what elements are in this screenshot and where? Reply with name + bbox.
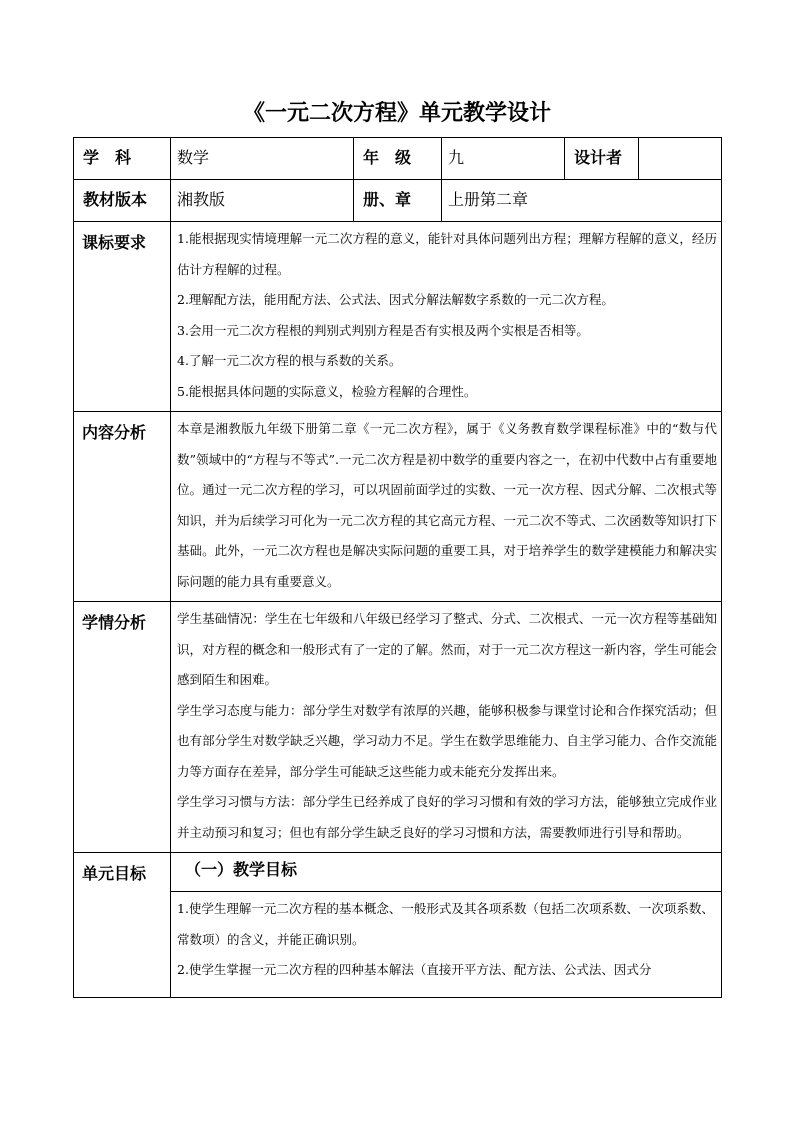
designer-value	[639, 138, 722, 180]
student-analysis-row	[74, 602, 722, 853]
curriculum-item: 1.能根据现实情境理解一元二次方程的意义，能针对具体问题列出方程；理解方程解的意义，经历估计方程解的过程。	[177, 231, 717, 277]
curriculum-item: 3.会用一元二次方程根的判别式判别方程是否有实根及两个实根是否相等。	[177, 322, 589, 338]
student-analysis-paragraph: 学生学习态度与能力：部分学生对数学有浓厚的兴趣，能够积极参与课堂讨论和合作探究活动；但也有部分学生对数学缺乏兴趣，学习动力不足。学生在数学思维能力、自主学习能力、合作交流能力等方面存在差异，部分学生可能缺乏这些能力或未能充分发挥出来。	[177, 702, 717, 779]
curriculum-item: 4.了解一元二次方程的根与系数的关系。	[177, 353, 402, 368]
content-analysis-label: 内容分析	[74, 412, 171, 602]
student-analysis-paragraph: 学生基础情况：学生在七年级和八年级已经学习了整式、分式、二次根式、一元一次方程等基础知识，对方程的概念和一般形式有了一定的了解。然而，对于一元二次方程这一新内容，学生可能会感到陌生和困难。	[177, 611, 717, 687]
design-table	[73, 137, 722, 998]
subject-label: 学 科	[74, 138, 171, 180]
unit-goal-item: 1.使学生理解一元二次方程的基本概念、一般形式及其各项系数（包括二次项系数、一次项系数、常数项）的含义，并能正确识别。	[177, 901, 714, 947]
unit-goals-heading-row	[74, 853, 722, 892]
content-analysis-row	[74, 412, 722, 602]
curriculum-row	[74, 222, 722, 412]
curriculum-item: 2.理解配方法，能用配方法、公式法、因式分解法解数字系数的一元二次方程。	[177, 292, 614, 307]
content-analysis-text: 本章是湘教版九年级下册第二章《一元二次方程》，属于《义务教育数学课程标准》中的“数与代数”领域中的“方程与不等式”.一元二次方程是初中数学的重要内容之一，在初中代数中占有重要地位。通过一元二次方程的学习，可以巩固前面学过的实数、一元一次方程、因式分解、二次根式等知识，并为后续学习可化为一元二次方程的其它高元方程、一元二次不等式、二次函数等知识打下基础。此外，一元二次方程也是解决实际问题的重要工具，对于培养学生的数学建模能力和解决实际问题的能力具有重要意义。	[177, 421, 717, 589]
subject-value: 数学	[171, 138, 354, 180]
edition-value: 湘教版	[171, 180, 354, 222]
unit-goal-item: 2.使学生掌握一元二次方程的四种基本解法（直接开平方法、配方法、公式法、因式分	[177, 962, 652, 977]
curriculum-item: 5.能根据具体问题的实际意义，检验方程解的合理性。	[177, 383, 477, 399]
designer-label: 设计者	[565, 138, 639, 180]
student-analysis-paragraph: 学生学习习惯与方法：部分学生已经养成了良好的学习习惯和有效的学习方法，能够独立完成作业并主动预习和复习；但也有部分学生缺乏良好的学习习惯和方法，需要教师进行引导和帮助。	[177, 794, 717, 840]
header-row-2	[74, 180, 722, 222]
page-title: 《一元二次方程》单元教学设计	[242, 101, 551, 126]
student-analysis-content	[171, 602, 722, 853]
grade-label: 年 级	[354, 138, 442, 180]
curriculum-label: 课标要求	[74, 222, 171, 412]
chapter-label: 册、章	[354, 180, 442, 222]
curriculum-content	[171, 222, 722, 412]
content-analysis-content	[171, 412, 722, 602]
chapter-value: 上册第二章	[442, 180, 722, 222]
unit-goals-subheading: （一）教学目标	[171, 853, 722, 892]
unit-goals-body-row	[74, 892, 722, 998]
edition-label: 教材版本	[74, 180, 171, 222]
header-row-1	[74, 138, 722, 180]
student-analysis-label: 学情分析	[74, 602, 171, 853]
unit-goals-content	[171, 892, 722, 998]
grade-value: 九	[442, 138, 565, 180]
unit-goals-label: 单元目标	[74, 853, 171, 998]
